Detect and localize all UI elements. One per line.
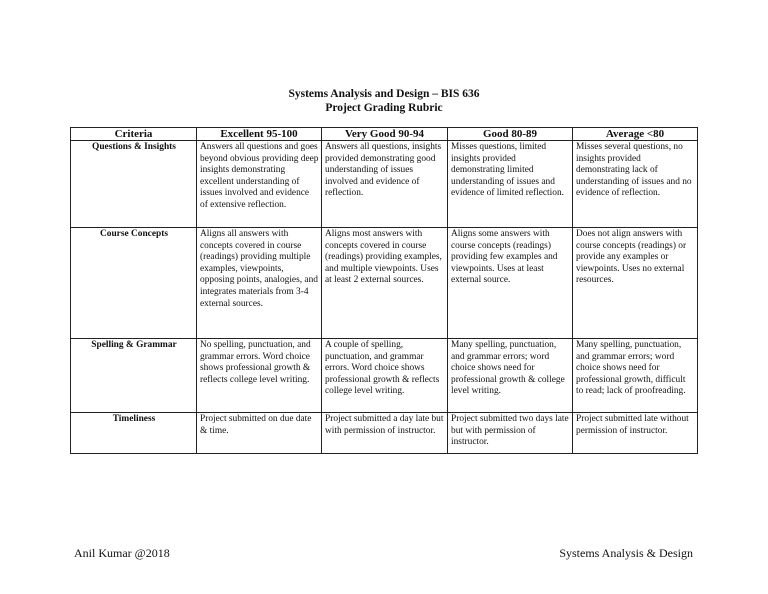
table-cell: Answers all questions and goes beyond obvious providing deep insights demonstrating excellent understanding of issues involved and evidence of extensive reflection. (197, 141, 322, 228)
table-cell: Aligns some answers with course concepts (readings) providing few examples and viewpoints. Uses at least external source. (448, 228, 573, 339)
grading-rubric-table (70, 127, 698, 454)
table-header-row (71, 128, 698, 141)
table-row (71, 141, 698, 228)
header-very-good: Very Good 90-94 (322, 128, 448, 141)
table-cell: Does not align answers with course concepts (readings) or provide any examples or viewpoints. Uses no external resources. (573, 228, 698, 339)
table-cell: Project submitted two days late but with permission of instructor. (448, 413, 573, 454)
criteria-spelling-grammar: Spelling & Grammar (71, 339, 197, 413)
rubric-title: Project Grading Rubric (325, 102, 443, 114)
header-average: Average <80 (573, 128, 698, 141)
footer-course-name: Systems Analysis & Design (559, 546, 693, 560)
table-row (71, 413, 698, 454)
criteria-questions-insights: Questions & Insights (71, 141, 197, 228)
course-title: Systems Analysis and Design – BIS 636 (288, 88, 480, 100)
document-title (0, 87, 768, 115)
table-cell: Many spelling, punctuation, and grammar errors; word choice shows need for professional growth, difficult to read; lack of proofreading. (573, 339, 698, 413)
table-cell: Project submitted late without permission of instructor. (573, 413, 698, 454)
criteria-course-concepts: Course Concepts (71, 228, 197, 339)
table-cell: Project submitted a day late but with permission of instructor. (322, 413, 448, 454)
table-row (71, 339, 698, 413)
table-cell: Aligns most answers with concepts covered in course (readings) providing examples, and multiple viewpoints. Uses at least 2 external sources. (322, 228, 448, 339)
table-cell: Project submitted on due date & time. (197, 413, 322, 454)
header-good: Good 80-89 (448, 128, 573, 141)
header-criteria: Criteria (71, 128, 197, 141)
table-cell: Misses several questions, no insights provided demonstrating lack of understanding of issues and no evidence of reflection. (573, 141, 698, 228)
table-cell: A couple of spelling, punctuation, and grammar errors. Word choice shows professional growth & reflects college level writing. (322, 339, 448, 413)
header-excellent: Excellent 95-100 (197, 128, 322, 141)
criteria-timeliness: Timeliness (71, 413, 197, 454)
table-cell: Answers all questions, insights provided demonstrating good understanding of issues involved and evidence of reflection. (322, 141, 448, 228)
table-cell: Many spelling, punctuation, and grammar errors; word choice shows need for professional growth & college level writing. (448, 339, 573, 413)
footer-author: Anil Kumar @2018 (74, 546, 170, 560)
table-row (71, 228, 698, 339)
table-cell: Misses questions, limited insights provided demonstrating limited understanding of issues and evidence of limited reflection. (448, 141, 573, 228)
table-cell: No spelling, punctuation, and grammar errors. Word choice shows professional growth & reflects college level writing. (197, 339, 322, 413)
table-cell: Aligns all answers with concepts covered in course (readings) providing multiple examples, viewpoints, opposing points, analogies, and integrates materials from 3-4 external sources. (197, 228, 322, 339)
